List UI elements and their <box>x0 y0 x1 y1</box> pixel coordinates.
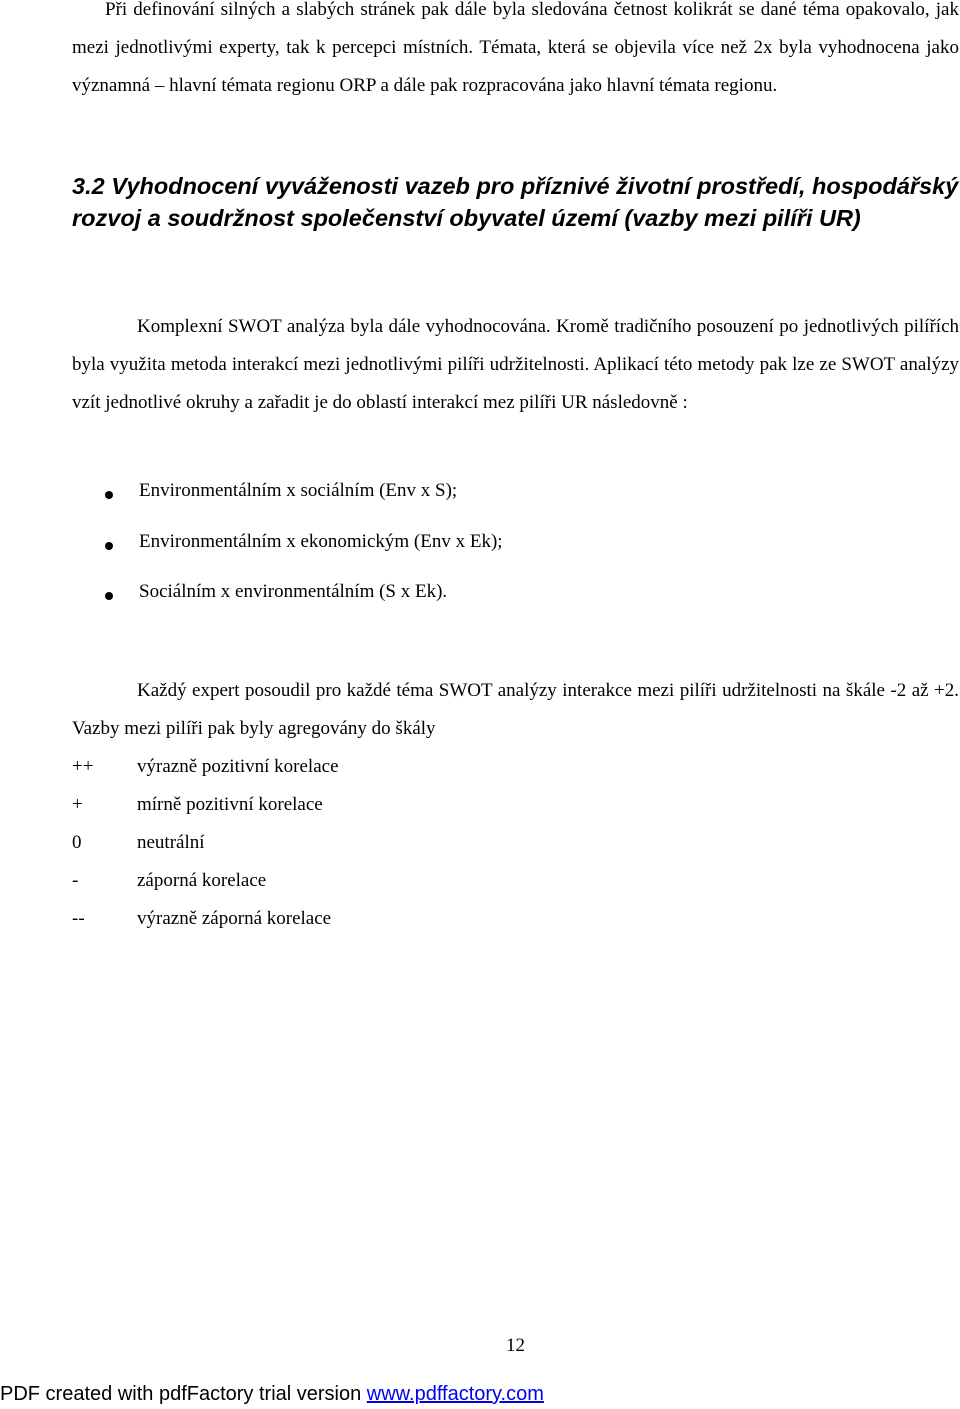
assessment-paragraph: Každý expert posoudil pro každé téma SWOT analýzy interakce mezi pilíři udržitelnosti na škále -2 až +2. Vazby mezi pilíři pak byly agregovány do škály <box>72 680 959 739</box>
page-number: 12 <box>506 1335 525 1356</box>
scale-symbol: ++ <box>72 756 94 777</box>
list-item-text: Sociálním x environmentálním (S x Ek). <box>139 581 448 602</box>
bullet-icon <box>105 542 113 550</box>
scale-symbol: - <box>72 870 79 891</box>
swot-paragraph: Komplexní SWOT analýza byla dále vyhodnocována. Kromě tradičního posouzení po jednotlivých pilířích byla využita metoda interakcí mezi jednotlivými pilíři udržitelnosti. Aplikací této metody pak lze ze SWOT analýzy vzít jednotlivé okruhy a zařadit je do oblastí interakcí mez pilíři UR následovně : <box>72 316 959 413</box>
list-item <box>72 531 959 584</box>
scale-label: záporná korelace <box>137 870 267 891</box>
list-item <box>72 480 959 533</box>
list-item-text: Environmentálním x ekonomickým (Env x Ek); <box>139 531 503 552</box>
scale-row <box>72 748 672 786</box>
scale-label: neutrální <box>137 832 205 853</box>
scale-label: mírně pozitivní korelace <box>137 794 323 815</box>
scale-row <box>72 786 672 824</box>
pdf-footer <box>0 1380 544 1408</box>
scale-label: výrazně pozitivní korelace <box>137 756 339 777</box>
scale-symbol: + <box>72 794 83 815</box>
list-item <box>72 581 959 634</box>
scale-row <box>72 824 672 862</box>
scale-symbol: 0 <box>72 832 82 853</box>
bullet-icon <box>105 491 113 499</box>
scale-label: výrazně záporná korelace <box>137 908 332 929</box>
bullet-icon <box>105 592 113 600</box>
intro-paragraph: Při definování silných a slabých stránek pak dále byla sledována četnost kolikrát se dané téma opakovalo, jak mezi jednotlivými experty, tak k percepci místních. Témata, která se objevila více než 2x byla vyhodnocena jako významná – hlavní témata regionu ORP a dále pak rozpracována jako hlavní témata regionu. <box>72 0 959 96</box>
scale-symbol: -- <box>72 908 85 929</box>
footer-link[interactable]: www.pdffactory.com <box>366 1383 544 1405</box>
list-item-text: Environmentálním x sociálním (Env x S); <box>139 480 458 501</box>
scale-row <box>72 900 672 938</box>
footer-text: PDF created with pdfFactory trial version <box>0 1383 367 1405</box>
section-heading: 3.2 Vyhodnocení vyváženosti vazeb pro příznivé životní prostředí, hospodářský rozvoj a soudržnost společenství obyvatel území (vazby mezi pilíři UR) <box>72 173 959 231</box>
scale-row <box>72 862 672 900</box>
